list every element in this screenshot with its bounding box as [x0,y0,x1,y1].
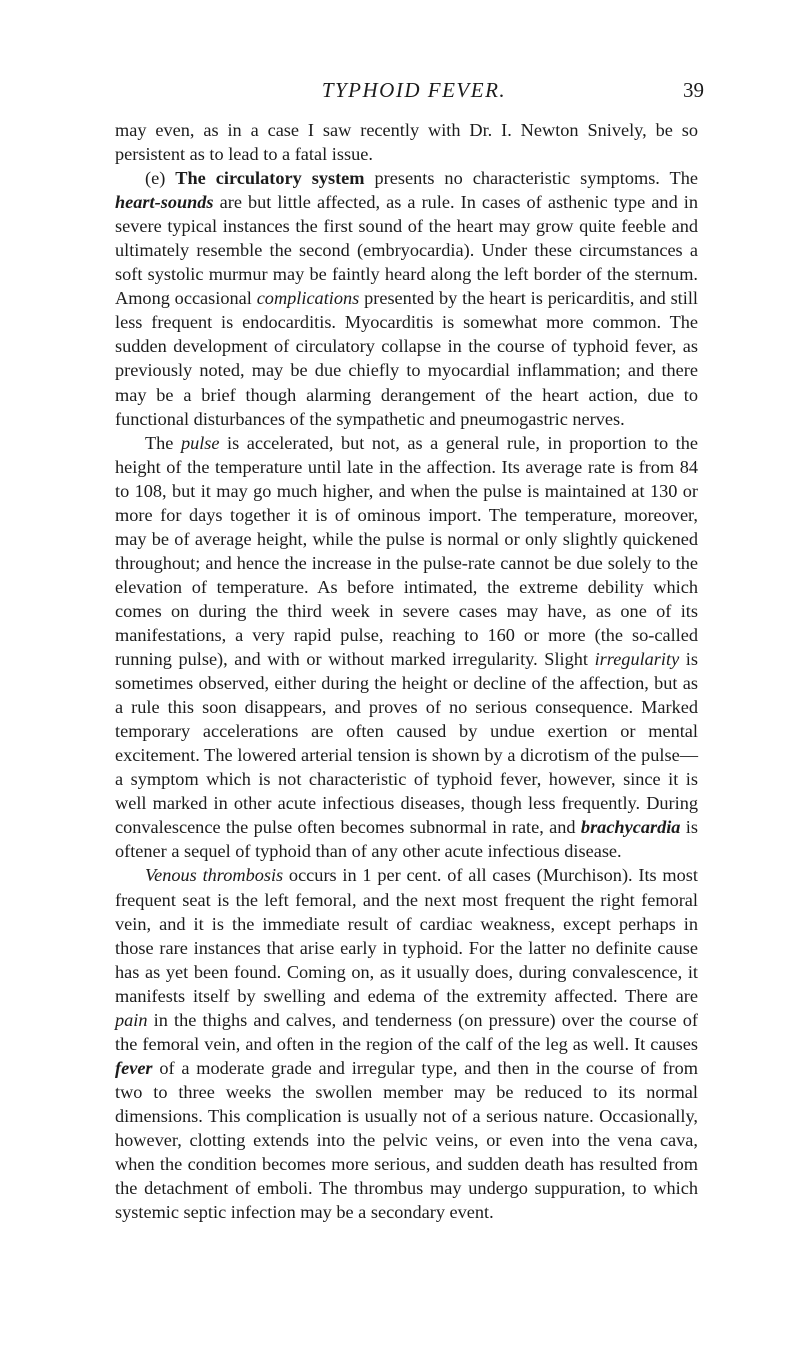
term-pain: pain [115,1009,148,1030]
term-heart-sounds: heart-sounds [115,192,214,213]
paragraph-continuation [115,118,698,166]
term-brachycardia: brachycardia [580,817,681,838]
paragraph-text: is oftener a sequel of typhoid than of any other acute infectious disease. [115,817,698,862]
paragraph-pulse [115,431,698,864]
paragraph-text: is sometimes observed, either during the height or decline of the affection, but as a rule this soon disappears, and proves of no serious consequence. Marked temporary accelerations are often caused by undue exertion or mental excitement. The lowered arterial tension is shown by a dicrotism of the pulse—a symptom which is not characteristic of typhoid fever, however, since it is well marked in other acute infectious diseases, though less frequently. During convalescence the pulse often becomes subnormal in rate, and [115,649,698,838]
paragraph-venous-thrombosis [115,863,698,1224]
term-venous-thrombosis: Venous thrombosis [145,865,284,886]
term-irregularity: irregularity [594,649,680,670]
paragraph-text: may even, as in a case I saw recently with Dr. I. Newton Snively, be so persistent as to lead to a fatal issue. [115,120,698,165]
section-heading: The circulatory system [175,168,365,189]
section-marker: (e) [145,168,166,189]
paragraph-text: of a moderate grade and irregular type, and then in the course of from two to three weeks the swollen member may be reduced to its normal dimensions. This complication is usually not of a serious nature. Occasionally, however, clotting extends into the pelvic veins, or even into the vena cava, when the condition becomes more serious, and sudden death has resulted from the detachment of emboli. The thrombus may undergo suppuration, to which systemic septic infection may be a secondary event. [115,1057,698,1223]
body-text [115,118,698,1224]
term-complications: complications [256,288,360,309]
term-fever: fever [115,1057,153,1078]
page-header [124,76,704,106]
paragraph-text: presents no characteristic symptoms. The [364,168,698,189]
paragraph-text: in the thighs and calves, and tenderness (on pressure) over the course of the femoral vein, and often in the region of the calf of the leg as well. It causes [115,1009,698,1054]
paragraph-text: The [145,432,181,453]
term-pulse: pulse [180,432,220,453]
paragraph-text: are but little affected, as a rule. In cases of asthenic type and in severe typical instances the first sound of the heart may grow quite feeble and ultimately resemble the second (embryocardia). Under these circumstances a soft systolic murmur may be faintly heard along the left border of the sternum. Among occasional [115,192,698,309]
running-title: TYPHOID FEVER. [321,78,507,102]
paragraph-circulatory-system [115,166,698,431]
paragraph-text: occurs in 1 per cent. of all cases (Murchison). Its most frequent seat is the left femoral, and the next most frequent the right femoral vein, and it is the immediate result of cardiac weakness, except perhaps in those rare instances that arise early in typhoid. For the latter no definite cause has as yet been found. Coming on, as it usually does, during convalescence, it manifests itself by swelling and edema of the extremity affected. There are [115,865,698,1006]
paragraph-text: is accelerated, but not, as a general rule, in proportion to the height of the temperature until late in the affection. Its average rate is from 84 to 108, but it may go much higher, and when the pulse is maintained at 130 or more for days together it is of ominous import. The temperature, moreover, may be of average height, while the pulse is normal or only slightly quickened throughout; and hence the increase in the pulse-rate cannot be due solely to the elevation of temperature. As before intimated, the extreme debility which comes on during the third week in severe cases may have, as one of its manifestations, a very rapid pulse, reaching to 160 or more (the so-called running pulse), and with or without marked irregularity. Slight [115,432,698,670]
paragraph-text: presented by the heart is pericarditis, and still less frequent is endocarditis. Myocarditis is somewhat more common. The sudden development of circulatory collapse in the course of typhoid fever, as previously noted, may be due chiefly to myocardial inflammation; and there may be a brief though alarming derangement of the heart action, due to functional disturbances of the sympathetic and pneumogastric nerves. [115,288,698,429]
page-number: 39 [683,78,704,102]
